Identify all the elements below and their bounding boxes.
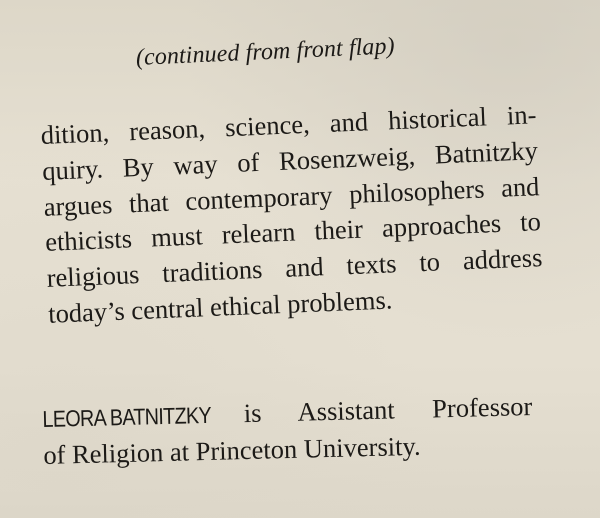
paragraph-line: ethicists must relearn their approaches to xyxy=(44,206,542,258)
author-bio xyxy=(42,387,564,473)
paragraph-line: dition, reason, science, and historical in- xyxy=(40,99,537,150)
paragraph-line: quiry. By way of Rosenzweig, Batnitzky xyxy=(41,134,539,186)
author-name: LEORA BATNITZKY xyxy=(42,401,212,432)
paragraph-line: argues that contemporary philosophers and xyxy=(43,170,540,222)
description-paragraph xyxy=(40,96,569,332)
continued-note: (continued from front flap) xyxy=(135,33,396,71)
bio-line-2: of Religion at Princeton University. xyxy=(42,430,421,470)
paragraph-line: today’s central ethical problems. xyxy=(47,284,393,329)
paragraph-line: religious traditions and texts to address xyxy=(46,242,543,294)
bio-line-1-rest: is Assistant Professor xyxy=(243,391,533,429)
